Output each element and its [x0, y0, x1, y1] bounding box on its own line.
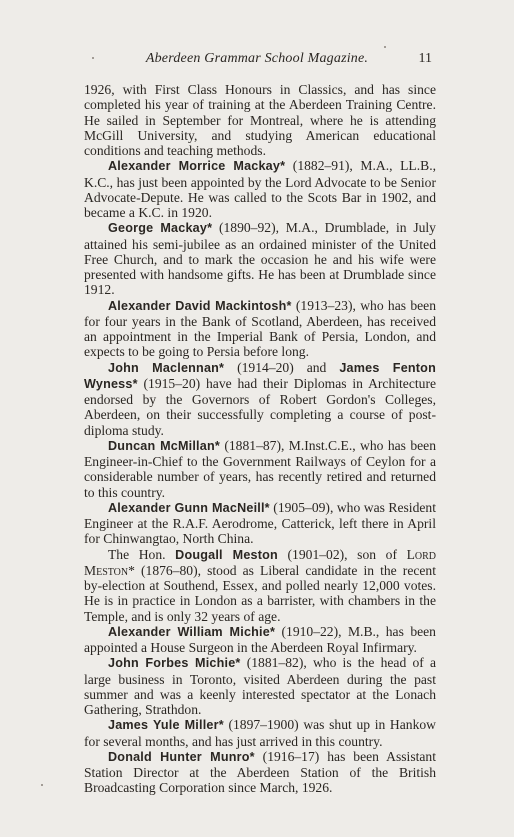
- person-name: Alexander David Mackintosh*: [108, 298, 292, 313]
- person-name: George Mackay*: [108, 221, 213, 236]
- paragraph-text: The Hon.: [108, 546, 176, 562]
- paper-speck: [41, 784, 43, 786]
- news-paragraph: [84, 298, 436, 360]
- paragraph-text: (1881–87), M.Inst.C.E., who has been Engineer-in-Chief to the Government Railways of Ceylon for a considerable number of years, has recently retired and returned to this country.: [84, 437, 436, 500]
- news-paragraph: [84, 547, 436, 624]
- person-name: Duncan McMillan*: [108, 438, 220, 453]
- person-name: James Fenton Wyness*: [84, 360, 436, 391]
- news-paragraph: [84, 158, 436, 220]
- person-name: John Maclennan*: [108, 360, 225, 375]
- person-name: John Forbes Michie*: [108, 656, 241, 671]
- paragraph-text: (1916–17) has been Assistant Station Director at the Aberdeen Station of the British Broadcasting Corporation since March, 1926.: [84, 748, 437, 796]
- news-paragraph: [84, 438, 436, 500]
- news-paragraph: [84, 655, 436, 717]
- paper-speck: [92, 57, 94, 59]
- paragraph-text: (1882–91), M.A., LL.B., K.C., has just been appointed by the Lord Advocate to be Senior Advocate-Depute. He was called to the Scots Bar in 1902, and became a K.C. in 1920.: [84, 158, 436, 220]
- person-name: Alexander William Michie*: [108, 624, 276, 639]
- news-paragraph: [84, 360, 436, 438]
- paragraph-text: (1897–1900) was shut up in Hankow for several months, and has just arrived in this country.: [84, 717, 436, 749]
- paragraph-text: (1915–20) have had their Diplomas in Architecture endorsed by the Governors of Robert Gordon's Colleges, Aberdeen, on their successfully completing a course of post-diploma study.: [84, 375, 436, 438]
- person-name: Alexander Morrice Mackay*: [108, 159, 286, 174]
- news-paragraph: [84, 220, 436, 297]
- paragraph-text: (1890–92), M.A., Drumblade, in July attained his semi-jubilee as an ordained minister of the United Free Church, and to mark the occasion he and his wife were presented with handsome gifts. He has been at Drumblade since 1912.: [84, 220, 436, 298]
- paper-speck: [384, 46, 386, 48]
- paragraph-text: (1910–22), M.B., has been appointed a House Surgeon in the Aberdeen Royal Infirmary.: [84, 623, 436, 655]
- notes-body: [84, 82, 436, 796]
- news-paragraph: [84, 500, 436, 547]
- news-paragraph: [84, 624, 436, 656]
- paragraph-text: (1876–80), stood as Liberal candidate in the recent by-election at Southend, Essex, and polled nearly 12,000 votes. He is in practice in London as a barrister, with chambers in the Temple, and is only 32 years of age.: [84, 562, 436, 624]
- news-paragraph: [84, 749, 436, 796]
- paragraph-text: (1901–02), son of: [277, 546, 407, 562]
- person-name: Alexander Gunn MacNeill*: [108, 500, 270, 515]
- magazine-title: Aberdeen Grammar School Magazine.: [145, 51, 369, 66]
- paragraph-text: (1905–09), who was Resident Engineer at the R.A.F. Aerodrome, Catterick, left there in April for Chinwangtao, North China.: [84, 499, 436, 547]
- person-name: Donald Hunter Munro*: [108, 749, 255, 764]
- running-head: [0, 51, 514, 71]
- person-name-smallcaps: Lord Meston*: [84, 546, 436, 578]
- person-name: James Yule Miller*: [108, 718, 224, 733]
- paragraph-text: (1881–82), who is the head of a large business in Toronto, visited Aberdeen during the past summer and was a keenly interested spectator at the Lonach Gathering, Strathdon.: [84, 655, 436, 717]
- person-name: Dougall Meston: [175, 547, 278, 562]
- news-paragraph: [84, 717, 436, 749]
- paragraph-text: (1914–20) and: [224, 359, 340, 375]
- continued-paragraph: [84, 82, 436, 158]
- paragraph-text: (1913–23), who has been for four years in the Bank of Scotland, Aberdeen, has received an appointment in the Imperial Bank of Persia, London, and expects to be going to Persia before long.: [84, 297, 436, 360]
- page-number: 11: [418, 51, 432, 66]
- paragraph-text: 1926, with First Class Honours in Classics, and has since completed his year of training at the Aberdeen Training Centre. He sailed in September for Montreal, where he is attending McGill University, and studying American educational conditions and teaching methods.: [84, 82, 436, 158]
